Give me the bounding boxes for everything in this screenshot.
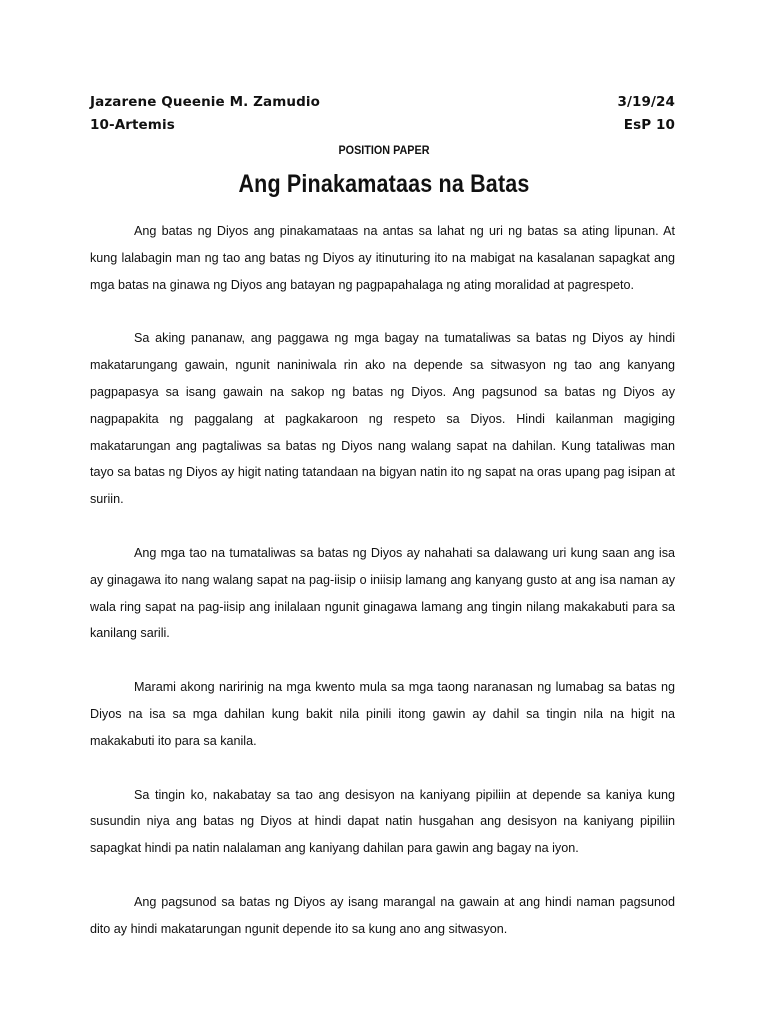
paragraph: Sa tingin ko, nakabatay sa tao ang desisyon na kaniyang pipiliin at depende sa kaniya kung susundin niya ang batas ng Diyos at hindi dapat natin husgahan ang desisyon na kaniyang pipiliin sapagkat hindi pa natin nalalaman ang kaniyang dahilan para gawin ang bagay na iyon. [90, 787, 675, 856]
document-body [90, 218, 675, 970]
document-title: Ang Pinakamataas na Batas [238, 170, 530, 198]
subject-name: EsP 10 [623, 117, 675, 133]
paragraph: Sa aking pananaw, ang paggawa ng mga bagay na tumataliwas sa batas ng Diyos ay hindi makatarungang gawain, ngunit naniniwala rin ako na depende sa sitwasyon ng tao ang kanyang pagpapasya sa isang gawain na sakop ng batas ng Diyos. Ang pagsunod sa batas ng Diyos ay nagpapakita ng paggalang at pagkakaroon ng respeto sa Diyos. Hindi kailanman magiging makatarungan ang pagtaliwas sa batas ng Diyos nang walang sapat na dahilan. Kung tataliwas man tayo sa batas ng Diyos ay higit nating tatandaan na bigyan natin ito ng sapat na oras upang pag isipan at suriin. [90, 331, 675, 507]
date: 3/19/24 [617, 94, 675, 110]
header-row-1 [90, 94, 675, 110]
paragraph: Marami akong naririnig na mga kwento mula sa mga taong naranasan ng lumabag sa batas ng Diyos na isa sa mga dahilan kung bakit nila pinili itong gawin ay dahil sa tingin nila na higit na makakabuti ito para sa kanila. [90, 680, 675, 748]
paragraph: Ang pagsunod sa batas ng Diyos ay isang marangal na gawain at ang hindi naman pagsunod dito ay hindi makatarungan ngunit depende ito sa kung ano ang sitwasyon. [90, 894, 675, 936]
section-name: 10-Artemis [90, 117, 175, 133]
author-name: Jazarene Queenie M. Zamudio [90, 94, 320, 110]
document-type-label: POSITION PAPER [338, 143, 430, 157]
paragraph: Ang mga tao na tumataliwas sa batas ng Diyos ay nahahati sa dalawang uri kung saan ang isa ay ginagawa ito nang walang sapat na pag-iisip o iniisip lamang ang kanyang gusto at ang isa naman ay wala ring sapat na pag-iisip ang inilalaan ngunit ginagawa lamang ang tingin nilang makakabuti para sa kanilang sarili. [90, 545, 675, 641]
header-row-2 [90, 117, 675, 133]
paragraph: Ang batas ng Diyos ang pinakamataas na antas sa lahat ng uri ng batas sa ating lipunan. At kung lalabagin man ng tao ang batas ng Diyos ay itinuturing ito na mabigat na kasalanan sapagkat ang mga batas na ginawa ng Diyos ang batayan ng pagpapahalaga ng ating moralidad at pagrespeto. [90, 224, 675, 292]
